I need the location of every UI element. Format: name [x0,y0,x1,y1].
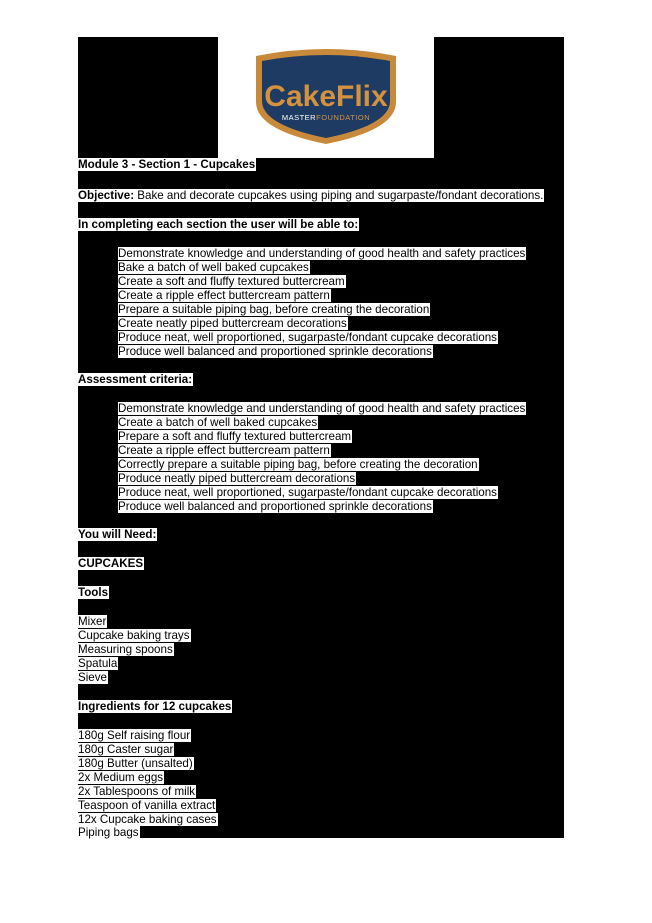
completing-item: Prepare a suitable piping bag, before creating the decoration [118,303,430,316]
assessment-item: Produce well balanced and proportioned sprinkle decorations [118,500,432,513]
completing-item: Demonstrate knowledge and understanding of good health and safety practices [118,247,526,260]
completing-item: Bake a batch of well baked cupcakes [118,261,309,274]
assessment-item: Prepare a soft and fluffy textured buttercream [118,430,352,443]
assessment-item: Create a batch of well baked cupcakes [118,416,318,429]
tool-item: Measuring spoons [78,643,173,656]
ingredient-item: Teaspoon of vanilla extract [78,799,216,812]
ingredient-item: 12x Cupcake baking cases [78,813,217,826]
cakeflix-logo [250,46,402,146]
ingredients-heading: Ingredients for 12 cupcakes [78,700,232,713]
assessment-item: Demonstrate knowledge and understanding of good health and safety practices [118,402,526,415]
ingredient-item: 180g Butter (unsalted) [78,757,193,770]
logo-sub-master: MASTER [281,113,317,122]
ingredient-item: 180g Self raising flour [78,729,191,742]
completing-heading: In completing each section the user will be able to: [78,218,359,231]
ingredient-item: Piping bags [78,826,139,839]
assessment-item: Produce neat, well proportioned, sugarpaste/fondant cupcake decorations [118,486,497,499]
objective-label: Objective: [78,189,135,202]
assessment-item: Create a ripple effect buttercream pattern [118,444,330,457]
assessment-heading: Assessment criteria: [78,373,193,386]
completing-item: Produce neat, well proportioned, sugarpaste/fondant cupcake decorations [118,331,497,344]
tool-item: Spatula [78,657,118,670]
module-title: Module 3 - Section 1 - Cupcakes [78,158,256,171]
you-will-need-heading: You will Need: [78,528,157,541]
objective-text: Bake and decorate cupcakes using piping and sugarpaste/fondant decorations. [134,189,544,202]
tool-item: Cupcake baking trays [78,629,190,642]
logo-sub-foundation: FOUNDATION [316,113,371,122]
ingredient-item: 2x Tablespoons of milk [78,785,196,798]
cupcakes-heading: CUPCAKES [78,557,144,570]
svg-text:MASTERFOUNDATION [282,113,370,122]
completing-item: Produce well balanced and proportioned sprinkle decorations [118,345,432,358]
objective-line [78,189,544,202]
tool-item: Sieve [78,671,108,684]
completing-item: Create a soft and fluffy textured buttercream [118,275,345,288]
tool-item: Mixer [78,615,107,628]
completing-item: Create neatly piped buttercream decorations [118,317,347,330]
ingredient-item: 2x Medium eggs [78,771,164,784]
completing-item: Create a ripple effect buttercream pattern [118,289,330,302]
tools-heading: Tools [78,586,109,599]
assessment-item: Correctly prepare a suitable piping bag, before creating the decoration [118,458,478,471]
logo-brand-text: CakeFlix [264,80,388,113]
ingredient-item: 180g Caster sugar [78,743,174,756]
assessment-item: Produce neatly piped buttercream decorations [118,472,356,485]
